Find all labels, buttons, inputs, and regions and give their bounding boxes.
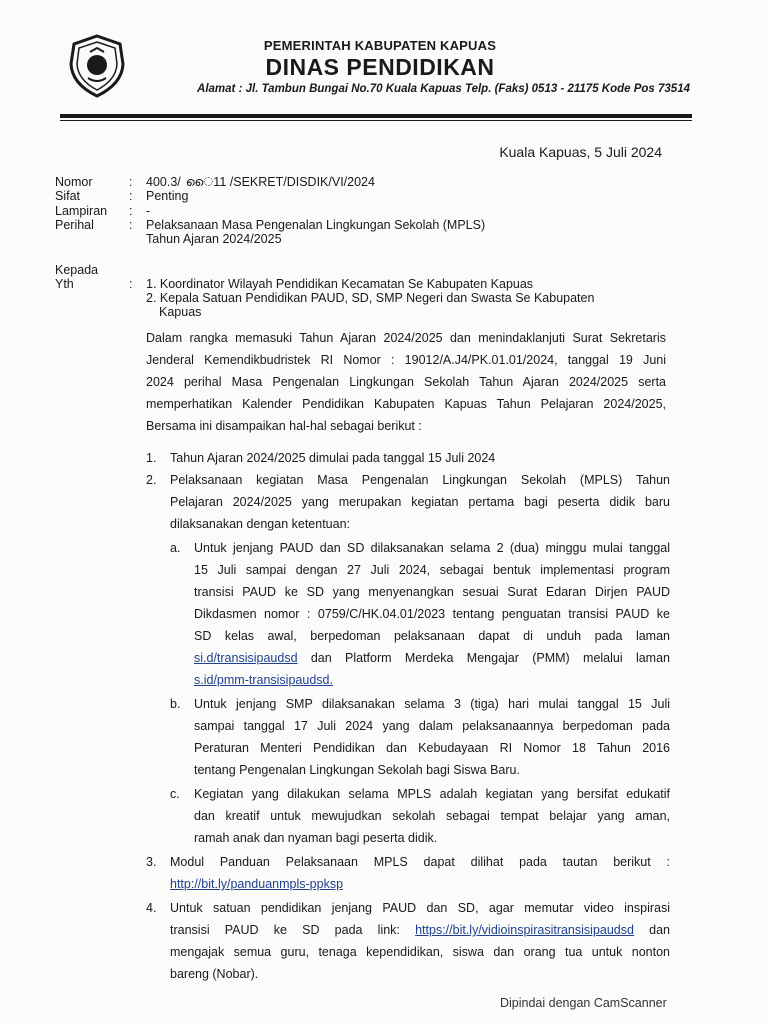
video-inspirasi-link[interactable]: https://bit.ly/vidioinspirasitransisipaudsd bbox=[415, 923, 634, 937]
meta-colon: : bbox=[129, 277, 133, 291]
meta-lampiran-value: - bbox=[146, 204, 151, 218]
meta-colon: : bbox=[129, 189, 133, 203]
meta-colon: : bbox=[129, 204, 133, 218]
list-number: 4. bbox=[146, 901, 157, 915]
meta-perihal-value-2: Tahun Ajaran 2024/2025 bbox=[146, 232, 282, 246]
letterhead-thin-rule bbox=[60, 120, 692, 121]
meta-perihal-label: Perihal bbox=[55, 218, 94, 232]
meta-nomor-value: 400.3/ ൈ11 /SEKRET/DISDIK/VI/2024 bbox=[146, 175, 375, 189]
sub-item-text: SD kelas awal, berpedoman pelaksanaan dapat di unduh pada laman bbox=[194, 629, 670, 643]
regency-emblem-logo bbox=[66, 34, 128, 98]
sub-item-b bbox=[170, 693, 670, 781]
list-item-text: Pelaksanaan kegiatan Masa Pengenalan Lingkungan Sekolah (MPLS) Tahun bbox=[170, 473, 670, 487]
meta-perihal-value-1: Pelaksanaan Masa Pengenalan Lingkungan Sekolah (MPLS) bbox=[146, 218, 486, 232]
sub-item-text: Kegiatan yang dilakukan selama MPLS adalah kegiatan yang bersifat edukatif bbox=[194, 787, 670, 801]
intro-line: 2024 perihal Masa Pengenalan Lingkungan Sekolah Tahun Ajaran 2024/2025 serta bbox=[146, 375, 666, 389]
list-number: 3. bbox=[146, 855, 157, 869]
letter-date: Kuala Kapuas, 5 Juli 2024 bbox=[499, 144, 662, 160]
list-item-text: dilaksanakan dengan ketentuan: bbox=[170, 517, 351, 531]
sub-item-text: 15 Juli sampai dengan 27 Juli 2024, sebagai bentuk implementasi program bbox=[194, 563, 670, 577]
list-number: 1. bbox=[146, 451, 157, 465]
intro-paragraph bbox=[146, 327, 666, 437]
list-item-3 bbox=[146, 851, 670, 895]
sub-item-text: Dikdasmen nomor : 0759/C/HK.04.01/2023 tentang penguatan transisi PAUD ke bbox=[194, 607, 670, 621]
pmm-transisi-link[interactable]: s.id/pmm-transisipaudsd. bbox=[194, 673, 333, 687]
sub-item-text: Peraturan Menteri Pendidikan dan Kebudayaan RI Nomor 18 Tahun 2016 bbox=[194, 741, 670, 755]
transisi-paud-link[interactable]: si.d/transisipaudsd bbox=[194, 651, 298, 665]
sub-item-c bbox=[170, 783, 670, 849]
list-item-4 bbox=[146, 897, 670, 985]
sub-item-text-with-link bbox=[194, 647, 670, 669]
sub-item-text: tentang Pengenalan Lingkungan Sekolah bagi Siswa Baru. bbox=[194, 763, 520, 777]
sub-item-text: ramah anak dan nyaman bagi peserta didik. bbox=[194, 831, 438, 845]
sub-item-text: transisi PAUD ke SD yang menyenangkan sesuai Surat Edaran Dirjen PAUD bbox=[194, 585, 670, 599]
list-item-text: bareng (Nobar). bbox=[170, 967, 259, 981]
letterhead-thick-rule bbox=[60, 114, 692, 118]
recipient-yth-label: Yth bbox=[55, 277, 74, 291]
letterhead-address: Alamat : Jl. Tambun Bungai No.70 Kuala Kapuas Telp. (Faks) 0513 - 21175 Kode Pos 73514 bbox=[197, 83, 690, 95]
intro-line: memperhatikan Kalender Pendidikan Kabupaten Kapuas Tahun Pelajaran 2024/2025, bbox=[146, 397, 666, 411]
letterhead-department: DINAS PENDIDIKAN bbox=[265, 54, 495, 80]
list-item-text: Pelajaran 2024/2025 yang merupakan kegiatan pertama bagi peserta didik baru bbox=[170, 495, 670, 509]
panduan-mpls-link[interactable]: http://bit.ly/panduanmpls-ppksp bbox=[170, 877, 344, 891]
sub-item-a bbox=[170, 537, 670, 691]
sub-item-text: Untuk jenjang PAUD dan SD dilaksanakan selama 2 (dua) minggu mulai tanggal bbox=[194, 541, 670, 555]
sub-item-text-with-link bbox=[194, 669, 670, 691]
recipient-item-2-cont: Kapuas bbox=[159, 305, 202, 319]
sub-item-text: Untuk jenjang SMP dilaksanakan selama 3 (tiga) hari mulai tanggal 15 Juli bbox=[194, 697, 670, 711]
letterhead-government: PEMERINTAH KABUPATEN KAPUAS bbox=[263, 38, 497, 53]
scanner-watermark: Dipindai dengan CamScanner bbox=[500, 996, 667, 1010]
meta-nomor-label: Nomor bbox=[55, 175, 93, 189]
recipient-item-2: 2. Kepala Satuan Pendidikan PAUD, SD, SMP Negeri dan Swasta Se Kabupaten bbox=[146, 291, 595, 305]
meta-sifat-value: Penting bbox=[146, 189, 189, 203]
provisions-list bbox=[146, 447, 670, 985]
meta-sifat-label: Sifat bbox=[55, 189, 81, 203]
sub-item-text: dan Platform Merdeka Mengajar (PMM) melalui laman bbox=[297, 651, 670, 665]
list-number: 2. bbox=[146, 473, 157, 487]
list-item-text-with-link bbox=[170, 873, 670, 895]
sub-letter: b. bbox=[170, 697, 181, 711]
list-item-text: Untuk satuan pendidikan jenjang PAUD dan SD, agar memutar video inspirasi bbox=[170, 901, 670, 915]
list-item-1 bbox=[146, 447, 670, 469]
sub-letter: a. bbox=[170, 541, 181, 555]
list-item-text: mengajak semua guru, tenaga kependidikan, siswa dan orang tua untuk nonton bbox=[170, 945, 670, 959]
list-item-2 bbox=[146, 469, 670, 849]
list-item-text: transisi PAUD ke SD pada link: bbox=[170, 923, 416, 937]
recipient-item-1: 1. Koordinator Wilayah Pendidikan Kecamatan Se Kabupaten Kapuas bbox=[146, 277, 534, 291]
list-item-text: dan bbox=[633, 923, 670, 937]
sub-item-text: sampai tanggal 17 Juli 2024 yang dalam pelaksanaannya berpedoman pada bbox=[194, 719, 670, 733]
sub-letter: c. bbox=[170, 787, 180, 801]
list-item-text: Tahun Ajaran 2024/2025 dimulai pada tanggal 15 Juli 2024 bbox=[170, 451, 496, 465]
intro-line: Bersama ini disampaikan hal-hal sebagai berikut : bbox=[146, 419, 422, 433]
list-item-text-with-link bbox=[170, 919, 670, 941]
meta-lampiran-label: Lampiran bbox=[55, 204, 108, 218]
list-item-text: Modul Panduan Pelaksanaan MPLS dapat dilihat pada tautan berikut : bbox=[170, 855, 670, 869]
intro-line: Dalam rangka memasuki Tahun Ajaran 2024/2025 dan menindaklanjuti Surat Sekretaris bbox=[146, 331, 666, 345]
meta-colon: : bbox=[129, 218, 133, 232]
meta-colon: : bbox=[129, 175, 133, 189]
sub-item-text: dan kreatif untuk mewujudkan sekolah sebagai tempat belajar yang aman, bbox=[194, 809, 670, 823]
recipient-kepada-label: Kepada bbox=[55, 263, 99, 277]
intro-line: Jenderal Kemendikbudristek RI Nomor : 19012/A.J4/PK.01.01/2024, tanggal 19 Juni bbox=[146, 353, 666, 367]
